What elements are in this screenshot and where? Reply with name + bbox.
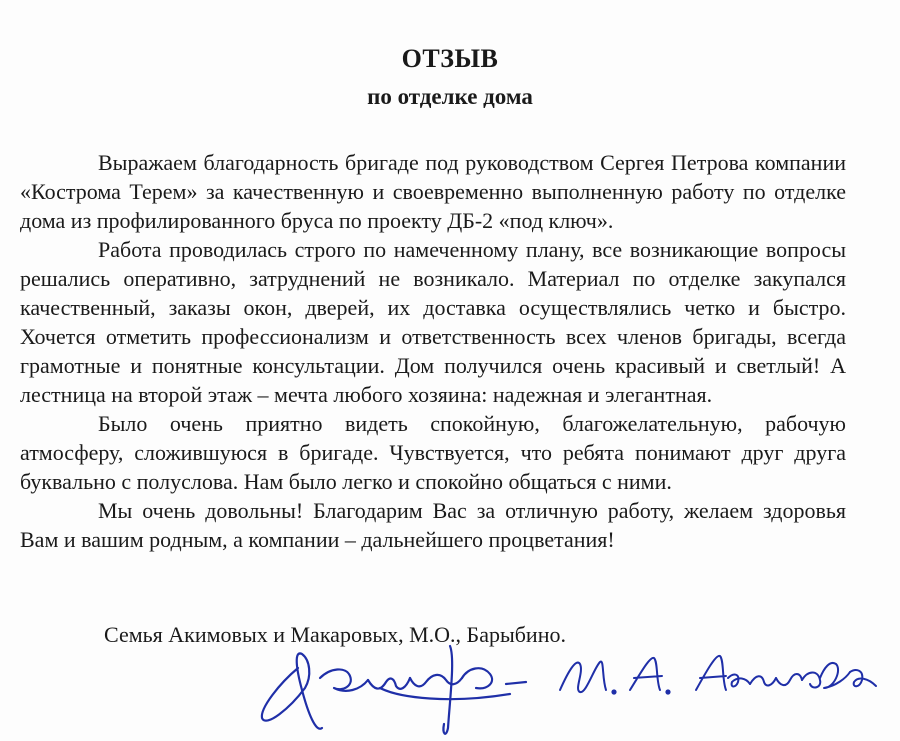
paragraph-gratitude: Выражаем благодарность бригаде под руководством Сергея Петрова компании «Кострома Терем» за качественную и своевременно выполненную работу по отделке дома из профилированного бруса по проекту ДБ-2 «под ключ». (20, 150, 846, 233)
paragraph-wishes: Мы очень довольны! Благодарим Вас за отличную работу, желаем здоровья Вам и вашим родным, а компании – дальнейшего процветания! (20, 498, 846, 552)
handwritten-signature (250, 628, 900, 738)
paragraph-atmosphere: Было очень приятно видеть спокойную, благожелательную, рабочую атмосферу, сложившуюся в бригаде. Чувствуется, что ребята понимают друг друга буквально с полуслова. Нам было легко и спокойно общаться с ними. (20, 411, 846, 494)
letter-signoff: Семья Акимовых и Макаровых, М.О., Барыбино. (104, 622, 566, 647)
letter-title: ОТЗЫВ (401, 44, 499, 73)
letter-subtitle: по отделке дома (367, 84, 533, 109)
letter-body (20, 148, 846, 554)
paragraph-work-quality: Работа проводилась строго по намеченному плану, все возникающие вопросы решались оперативно, затруднений не возникало. Материал по отделке закупался качественный, заказы окон, дверей, их доставка осуществлялись четко и быстро. Хочется отметить профессионализм и ответственность всех членов бригады, всегда грамотные и понятные консультации. Дом получился очень красивый и светлый! А лестница на второй этаж – мечта любого хозяина: надежная и элегантная. (20, 237, 846, 407)
